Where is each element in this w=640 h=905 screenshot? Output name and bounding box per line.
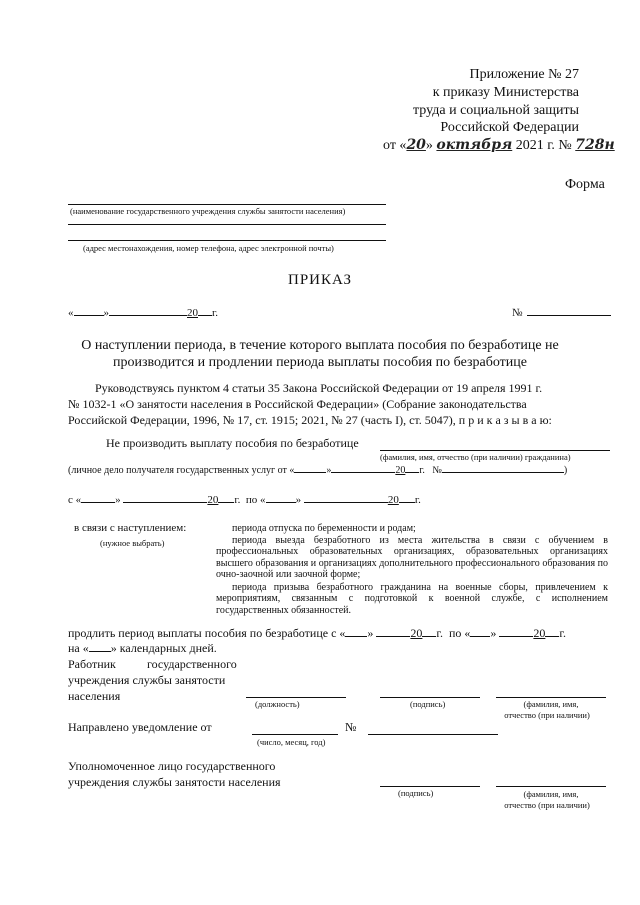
date-quote-close: » [425,138,433,153]
authorized-caption-name-2: отчество (при наличии) [504,800,590,810]
reason-option-2: периода выезда безработного из места жительства в связи с обучением в профессиональных образовательных организациях, образовательных организациях высшего образования и организациях дополнительного профессионального образования по очно-заочной или заочной форме; [216,535,608,581]
authorized-caption-signature: (подпись) [398,788,434,798]
appendix-line-4: Российской Федерации [440,120,579,135]
order-number: № [512,307,611,319]
appendix-line-2: к приказу Министерства [432,85,579,100]
authorized-caption-name-1: (фамилия, имя, [523,789,579,799]
caption-name-2: отчество (при наличии) [504,710,590,720]
no-payment-text: Не производить выплату пособия по безработице [106,436,359,450]
reason-hint: (нужное выбрать) [100,538,165,548]
appendix-line-3: труда и социальной защиты [413,103,579,118]
citizen-name-caption: (фамилия, имя, отчество (при наличии) гражданина) [380,452,571,462]
form-label: Форма [565,177,605,192]
notice-date-line [252,734,338,735]
employee-line-1a: Работник [68,657,116,671]
caption-name-1: (фамилия, имя, [523,699,579,709]
appendix-date-line [383,137,615,154]
appendix-line-1: Приложение № 27 [469,67,579,82]
address-line [68,240,386,241]
preamble-line-1: Руководствуясь пунктом 4 статьи 35 Закона Российской Федерации от 19 апреля 1991 г. [95,381,543,395]
handwritten-number: 728н [575,137,615,153]
appendix-year: 2021 г. № [515,138,572,153]
position-line [246,697,346,698]
notice-caption: (число, месяц, год) [257,737,326,747]
extend-line-1: продлить период выплаты пособия по безработице с « » 20 г. по « » 20 г. [68,626,566,640]
signature-line [380,697,480,698]
reason-option-3: периода призыва безработного гражданина на военные сборы, привлечением к мероприятиям, связанным с подготовкой к военной службе, с исполнением государственных обязанностей. [216,582,608,616]
caption-position: (должность) [255,699,300,709]
employee-line-2: учреждения службы занятости [68,673,226,687]
authorized-line-2: учреждения службы занятости населения [68,775,281,789]
preamble-line-3: Российской Федерации, 1996, № 17, ст. 1915; 2021, № 27 (часть I), ст. 5047), п р и к а з ы в а ю: [68,413,552,427]
date-prefix: от « [383,138,407,153]
order-date: « » 20 г. [68,307,219,319]
authorized-signature-line [380,786,480,787]
authorized-name-line [496,786,606,787]
case-file-line: (личное дело получателя государственных услуг от « » 20 г. № ) [68,465,568,476]
doc-title: ПРИКАЗ [288,272,352,288]
address-caption: (адрес местонахождения, номер телефона, адрес электронной почты) [83,243,334,253]
handwritten-day: 20 [406,137,426,153]
handwritten-month: октября [436,137,513,153]
org-name-line [68,204,386,205]
period-line: с « » 20 г. по « » 20 г. [68,494,421,506]
notice-text: Направлено уведомление от [68,720,212,734]
authorized-line-1: Уполномоченное лицо государственного [68,759,276,773]
preamble-line-2: № 1032-1 «О занятости населения в Российской Федерации» (Собрание законодательства [68,397,527,411]
employee-line-3: населения [68,689,121,703]
org-name-line-2 [68,224,386,225]
citizen-name-line [380,450,610,451]
extend-line-2: на « » календарных дней. [68,641,217,655]
notice-number-line [368,734,498,735]
reason-label: в связи с наступлением: [74,522,187,534]
subject-line-2: производится и продлении периода выплаты пособия по безработице [113,355,527,370]
name-line [496,697,606,698]
subject-line-1: О наступлении периода, в течение которого выплата пособия по безработице не [81,338,559,353]
caption-signature: (подпись) [410,699,446,709]
employee-line-1b: государственного [147,657,237,671]
notice-num: № [345,720,357,734]
reason-option-1: периода отпуска по беременности и родам; [232,523,416,534]
org-name-caption: (наименование государственного учреждения службы занятости населения) [70,206,346,216]
